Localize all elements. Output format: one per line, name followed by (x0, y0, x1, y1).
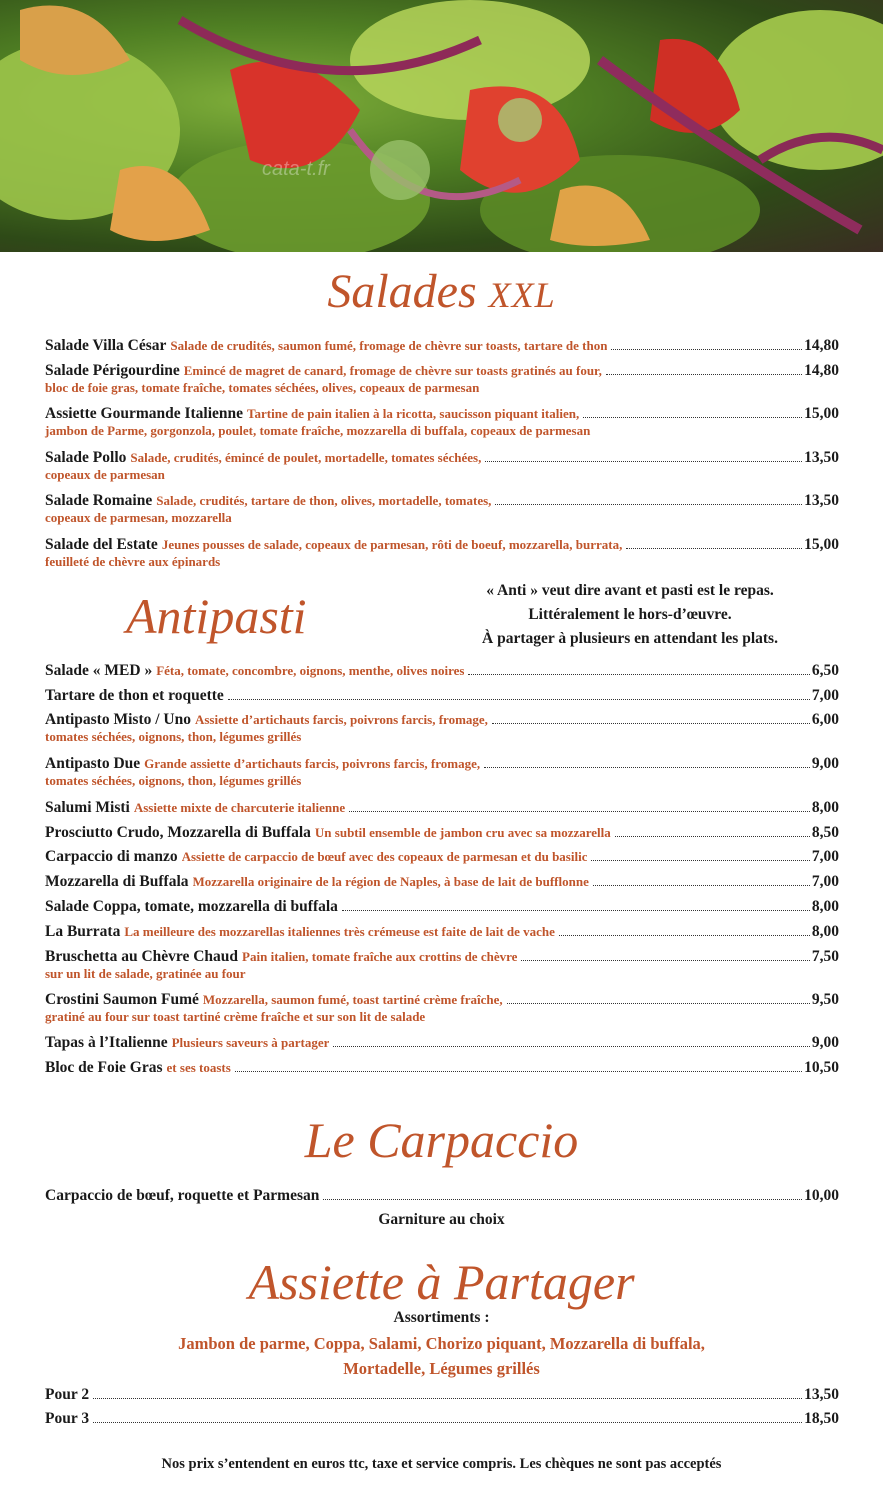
menu-item (45, 710, 839, 745)
menu-item (45, 535, 839, 570)
menu-item-row (45, 1186, 839, 1205)
menu-item (45, 491, 839, 526)
dot-leader (606, 374, 802, 375)
assiette-title: Assiette à Partager (248, 1254, 635, 1310)
item-name: Crostini Saumon Fumé (45, 991, 199, 1008)
menu-item (45, 336, 839, 355)
menu-item-row (45, 823, 839, 842)
item-description: Salade, crudités, tartare de thon, olives, mortadelle, tomates, (156, 493, 492, 508)
watermark: cata-t.fr (262, 158, 330, 180)
assiette-line: Mortadelle, Légumes grillés (343, 1359, 540, 1378)
item-description: Féta, tomate, concombre, oignons, menthe, olives noires (156, 663, 465, 678)
item-name: Bruschetta au Chèvre Chaud (45, 948, 239, 965)
menu-item (45, 754, 839, 789)
menu-item (45, 897, 839, 916)
item-price: 14,80 (804, 337, 839, 354)
item-description-continued: sur un lit de salade, gratinée au four (45, 966, 246, 981)
item-description: Emincé de magret de canard, fromage de chèvre sur toasts gratinés au four, (183, 363, 602, 378)
item-description: Un subtil ensemble de jambon cru avec sa mozzarella (314, 825, 611, 840)
menu-item-row (45, 872, 839, 891)
menu-item (45, 847, 839, 866)
dot-leader (93, 1422, 802, 1423)
menu-item-row (45, 798, 839, 817)
item-price: 9,00 (811, 755, 839, 772)
item-price: 15,00 (804, 405, 839, 422)
item-description: et ses toasts (166, 1060, 231, 1075)
item-description: Plusieurs saveurs à partager (171, 1035, 330, 1050)
dot-leader (484, 767, 810, 768)
dot-leader (485, 461, 802, 462)
item-description: Grande assiette d’artichauts farcis, poivrons farcis, fromage, (144, 756, 481, 771)
item-price: 13,50 (804, 492, 839, 509)
item-description-continued: feuilleté de chèvre aux épinards (45, 554, 221, 569)
item-name: Antipasto Misto / Uno (45, 711, 191, 728)
menu-item-row (45, 448, 839, 467)
salades-title-suffix: XXL (488, 275, 556, 315)
item-price: 6,50 (811, 662, 839, 679)
menu-item-row (45, 947, 839, 966)
item-price: 8,00 (811, 923, 839, 940)
menu-item-row (45, 990, 839, 1009)
item-description: Salade de crudités, saumon fumé, fromage de chèvre sur toasts, tartare de thon (170, 338, 608, 353)
item-name: Carpaccio de bœuf, roquette et Parmesan (45, 1187, 320, 1204)
dot-leader (591, 860, 809, 861)
menu-item (45, 947, 839, 982)
antipasti-title: Antipasti (126, 588, 307, 644)
dot-leader (342, 910, 810, 911)
dot-leader (333, 1046, 809, 1047)
menu-item-row (45, 897, 839, 916)
item-description: Jeunes pousses de salade, copeaux de parmesan, rôti de boeuf, mozzarella, burrata, (161, 537, 623, 552)
item-description-continued: gratiné au four sur toast tartiné crème fraîche et sur son lit de salade (45, 1009, 426, 1024)
item-name: Salade Périgourdine (45, 362, 180, 379)
dot-leader (468, 674, 809, 675)
item-price: 6,00 (811, 711, 839, 728)
menu-item-row (45, 754, 839, 773)
item-name: Salade Romaine (45, 492, 153, 509)
menu-item (45, 990, 839, 1025)
dot-leader (583, 417, 802, 418)
menu-item-row (45, 847, 839, 866)
dot-leader (323, 1199, 802, 1200)
item-price: 9,00 (811, 1034, 839, 1051)
item-name: Salade Coppa, tomate, mozzarella di buffala (45, 898, 338, 915)
menu-item (45, 661, 839, 680)
item-description: Assiette mixte de charcuterie italienne (133, 800, 346, 815)
menu-item (45, 1186, 839, 1205)
item-description: Assiette d’artichauts farcis, poivrons farcis, fromage, (194, 712, 488, 727)
dot-leader (235, 1071, 802, 1072)
item-description-continued: tomates séchées, oignons, thon, légumes grillés (45, 773, 302, 788)
dot-leader (228, 699, 810, 700)
item-price: 8,00 (811, 799, 839, 816)
dot-leader (492, 723, 810, 724)
menu-item (45, 1058, 839, 1077)
menu-item-row (45, 1033, 839, 1052)
item-name: Salade del Estate (45, 536, 158, 553)
menu-item (45, 1033, 839, 1052)
menu-item-row (45, 336, 839, 355)
item-name: Carpaccio di manzo (45, 848, 178, 865)
item-price: 18,50 (804, 1410, 839, 1427)
antipasti-note-line: « Anti » veut dire avant et pasti est le repas. (486, 582, 774, 599)
dot-leader (611, 349, 802, 350)
item-name: Salumi Misti (45, 799, 130, 816)
menu-item-row (45, 1409, 839, 1428)
item-price: 7,50 (811, 948, 839, 965)
item-price: 15,00 (804, 536, 839, 553)
item-description: Pain italien, tomate fraîche aux crottins de chèvre (242, 949, 518, 964)
menu-item-row (45, 922, 839, 941)
item-description: Salade, crudités, émincé de poulet, mortadelle, tomates séchées, (130, 450, 482, 465)
antipasti-note-line: Littéralement le hors-d’œuvre. (528, 606, 732, 623)
item-name: Salade Villa César (45, 337, 167, 354)
antipasti-note (420, 579, 840, 651)
item-name: Pour 2 (45, 1386, 90, 1403)
item-price: 7,00 (811, 687, 839, 704)
menu-item (45, 1409, 839, 1428)
item-price: 10,50 (804, 1059, 839, 1076)
menu-item-row (45, 661, 839, 680)
carpaccio-note: Garniture au choix (378, 1211, 505, 1228)
hero-salad-photo (0, 0, 883, 252)
menu-item-row (45, 686, 839, 705)
menu-item (45, 686, 839, 705)
item-description-continued: jambon de Parme, gorgonzola, poulet, tomate fraîche, mozzarella di buffala, copeaux de parmesan (45, 423, 591, 438)
menu-item-row (45, 1385, 839, 1404)
menu-item-row (45, 535, 839, 554)
dot-leader (615, 836, 810, 837)
item-description-continued: copeaux de parmesan, mozzarella (45, 510, 232, 525)
dot-leader (495, 504, 802, 505)
item-name: Mozzarella di Buffala (45, 873, 189, 890)
assiette-subtitle: Assortiments : (393, 1309, 490, 1326)
menu-item (45, 872, 839, 891)
menu-item (45, 1385, 839, 1404)
menu-item-row (45, 491, 839, 510)
item-description-continued: tomates séchées, oignons, thon, légumes grillés (45, 729, 302, 744)
item-price: 14,80 (804, 362, 839, 379)
item-price: 7,00 (811, 873, 839, 890)
item-description-continued: copeaux de parmesan (45, 467, 165, 482)
salad-illustration (0, 0, 883, 252)
dot-leader (93, 1398, 802, 1399)
item-name: La Burrata (45, 923, 121, 940)
item-price: 8,00 (811, 898, 839, 915)
menu-item-row (45, 361, 839, 380)
item-name: Salade « MED » (45, 662, 153, 679)
item-description: Tartine de pain italien à la ricotta, saucisson piquant italien, (247, 406, 580, 421)
item-description: Assiette de carpaccio de bœuf avec des copeaux de parmesan et du basilic (181, 849, 588, 864)
item-description: Mozzarella originaire de la région de Naples, à base de lait de bufflonne (192, 874, 589, 889)
item-name: Salade Pollo (45, 449, 127, 466)
item-name: Prosciutto Crudo, Mozzarella di Buffala (45, 824, 311, 841)
item-name: Tapas à l’Italienne (45, 1034, 168, 1051)
menu-item (45, 922, 839, 941)
menu-item-row (45, 1058, 839, 1077)
item-name: Assiette Gourmande Italienne (45, 405, 244, 422)
item-description-continued: bloc de foie gras, tomate fraîche, tomates séchées, olives, copeaux de parmesan (45, 380, 480, 395)
assiette-line: Jambon de parme, Coppa, Salami, Chorizo piquant, Mozzarella di buffala, (178, 1334, 705, 1353)
dot-leader (559, 935, 810, 936)
menu-item (45, 361, 839, 396)
salades-title: Salades XXL (327, 265, 556, 318)
menu-item (45, 798, 839, 817)
item-name: Bloc de Foie Gras (45, 1059, 163, 1076)
dot-leader (626, 548, 802, 549)
menu-item (45, 404, 839, 439)
item-name: Tartare de thon et roquette (45, 687, 224, 704)
item-price: 13,50 (804, 1386, 839, 1403)
menu-item (45, 448, 839, 483)
item-price: 13,50 (804, 449, 839, 466)
antipasti-note-line: À partager à plusieurs en attendant les plats. (482, 630, 778, 647)
item-name: Pour 3 (45, 1410, 90, 1427)
dot-leader (593, 885, 810, 886)
menu-item-row (45, 710, 839, 729)
menu-item-row (45, 404, 839, 423)
item-price: 9,50 (811, 991, 839, 1008)
item-price: 10,00 (804, 1187, 839, 1204)
dot-leader (349, 811, 810, 812)
dot-leader (521, 960, 809, 961)
menu-item (45, 823, 839, 842)
item-price: 8,50 (811, 824, 839, 841)
item-price: 7,00 (811, 848, 839, 865)
item-description: Mozzarella, saumon fumé, toast tartiné crème fraîche, (202, 992, 503, 1007)
item-description: La meilleure des mozzarellas italiennes très crémeuse est faite de lait de vache (124, 924, 555, 939)
dot-leader (507, 1003, 810, 1004)
carpaccio-title: Le Carpaccio (304, 1112, 579, 1168)
footer-note: Nos prix s’entendent en euros ttc, taxe et service compris. Les chèques ne sont pas acceptés (161, 1456, 722, 1472)
item-name: Antipasto Due (45, 755, 141, 772)
